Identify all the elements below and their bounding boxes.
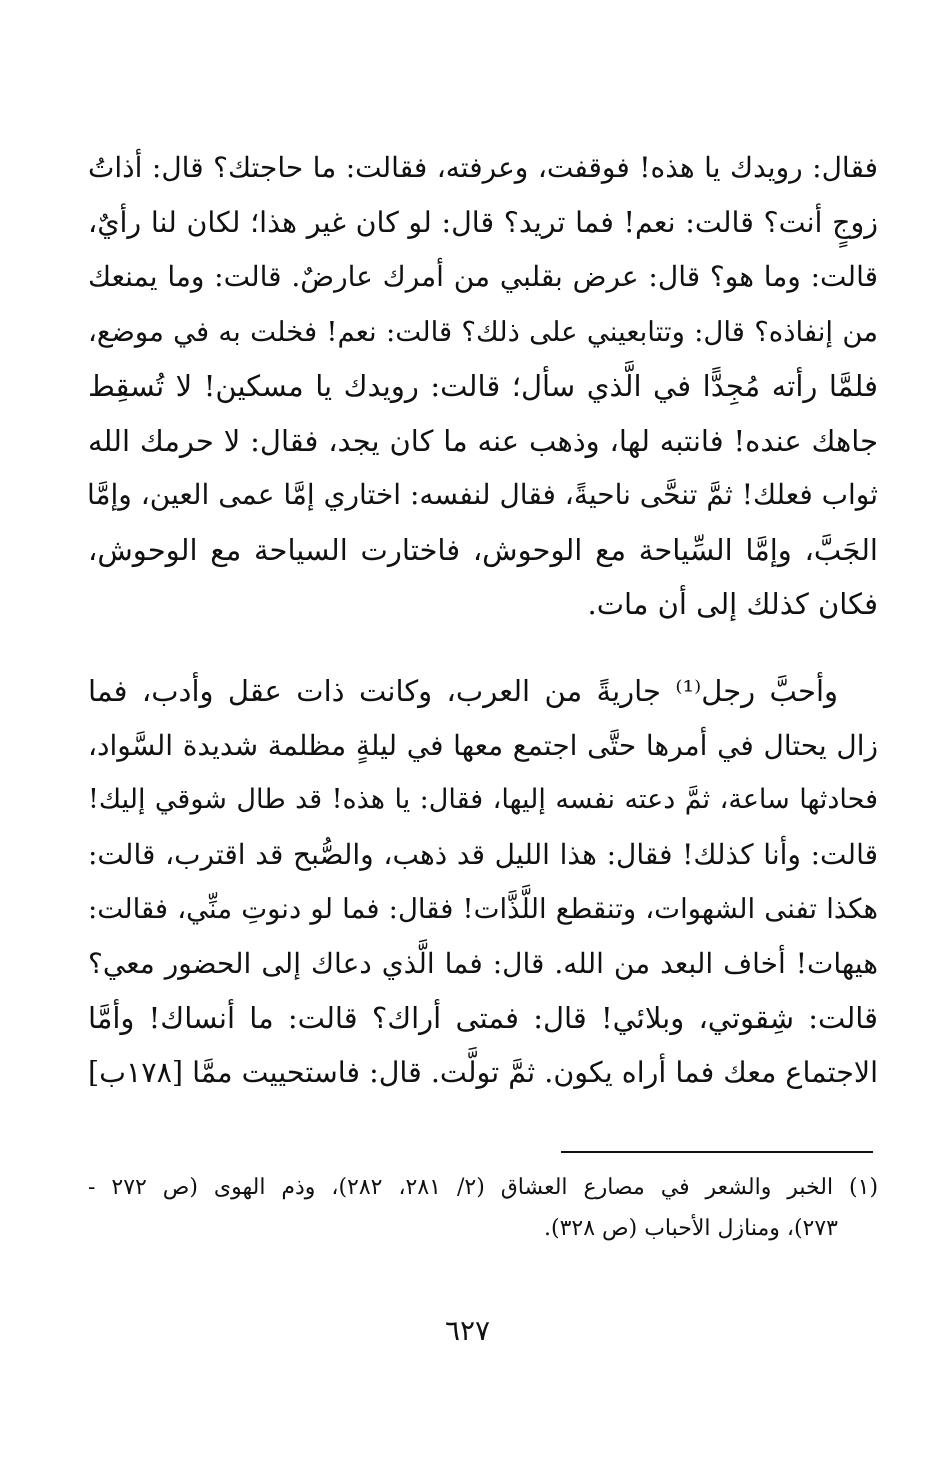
footnote-line: (١) الخبر والشعر في مصارع العشاق (٢/ ٢٨١، ٢٨٢)، وذم الهوى (ص ٢٧٢ -: [88, 1175, 879, 1200]
text-line: زال يحتال في أمرها حتَّى اجتمع معها في ليلةٍ مظلمة شديدة السَّواد،: [88, 728, 878, 762]
text-line: ثواب فعلك! ثمَّ تنحَّى ناحيةً، فقال لنفسه: اختاري إمَّا عمى العين، وإمَّا: [86, 478, 878, 511]
footnote-separator: [561, 1151, 873, 1153]
paragraph-2: [88, 664, 878, 1100]
paragraph-1: [88, 141, 878, 632]
text-line: زوجٍ أنت؟ قالت: نعم! فما تريد؟ قال: لو كان غير هذا؛ لكان لنا رأيٌ،: [88, 205, 878, 239]
text-line: قالت: وما هو؟ قال: عرض بقلبي من أمرك عارضٌ. قالت: وما يمنعك: [88, 260, 878, 293]
text-line: هكذا تفنى الشهوات، وتنقطع اللَّذَّات! فقال: فما لو دنوتِ منِّي، فقالت:: [88, 893, 878, 925]
text-line: هيهات! أخاف البعد من الله. قال: فما الَّذي دعاك إلى الحضور معي؟: [88, 946, 879, 980]
page-number: ٦٢٧: [444, 1314, 491, 1347]
text-line: فحادثها ساعة، ثمَّ دعته نفسه إليها، فقال: يا هذه! قد طال شوقي إليك!: [88, 784, 878, 815]
text-line: وأحبَّ رجل⁽¹⁾ جاريةً من العرب، وكانت ذات عقل وأدب، فما: [88, 674, 839, 708]
text-line: من إنفاذه؟ قال: وتتابعيني على ذلك؟ قالت: نعم! فخلت به في موضع،: [88, 315, 878, 348]
text-line: فكان كذلك إلى أن مات.: [587, 587, 878, 621]
footnotes: [88, 1167, 878, 1249]
text-line: قالت: وأنا كذلك! فقال: هذا الليل قد ذهب، والصُّبح قد اقترب، قالت:: [88, 837, 878, 871]
text-line: الاجتماع معك فما أراه يكون. ثمَّ تولَّت. قال: فاستحييت ممَّا [١٧٨ب]: [88, 1055, 878, 1089]
footnote-line: ٢٧٣)، ومنازل الأحباب (ص ٣٢٨).: [544, 1216, 838, 1241]
text-line: فلمَّا رأته مُجِدًّا في الَّذي سأل؛ قالت: رويدك يا مسكين! لا تُسقِط: [88, 369, 878, 403]
text-line: الجَبَّ، وإمَّا السِّياحة مع الوحوش، فاختارت السياحة مع الوحوش،: [88, 532, 878, 567]
text-line: قالت: شِقوتي، وبلائي! قال: فمتى أراك؟ قالت: ما أنساك! وأمَّا: [88, 1001, 878, 1035]
text-line: فقال: رويدك يا هذه! فوقفت، وعرفته، فقالت: ما حاجتك؟ قال: أذاتُ: [88, 151, 878, 184]
text-line: جاهك عنده! فانتبه لها، وذهب عنه ما كان يجد، فقال: لا حرمك الله: [88, 423, 878, 458]
